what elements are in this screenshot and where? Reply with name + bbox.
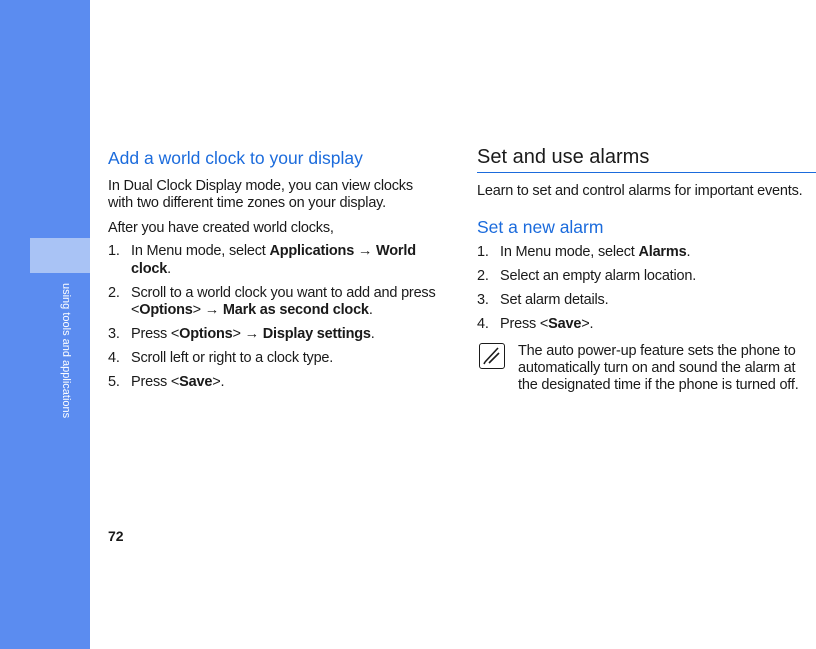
list-item: 1. In Menu mode, select Applications → World clock. bbox=[108, 243, 416, 277]
right-column bbox=[477, 146, 816, 394]
list-item: 4. Scroll left or right to a clock type. bbox=[108, 350, 334, 366]
list-item: 4. Press <Save>. bbox=[477, 316, 594, 332]
page-number: 72 bbox=[108, 528, 124, 544]
list-item: 5. Press <Save>. bbox=[108, 374, 225, 390]
alarms-title: Set and use alarms bbox=[477, 146, 816, 173]
alarms-intro: Learn to set and control alarms for important events. bbox=[477, 183, 803, 199]
note-box bbox=[477, 343, 816, 394]
list-item: 1. In Menu mode, select Alarms. bbox=[477, 244, 691, 260]
sidebar-tab bbox=[30, 238, 90, 273]
note-pencil-icon bbox=[479, 343, 505, 369]
list-item: 2. Select an empty alarm location. bbox=[477, 268, 697, 284]
section-label: using tools and applications bbox=[60, 283, 72, 419]
world-clock-heading: Add a world clock to your display bbox=[108, 148, 363, 168]
world-clock-steps bbox=[108, 243, 438, 392]
new-alarm-subheading: Set a new alarm bbox=[477, 217, 604, 237]
list-item: 3. Set alarm details. bbox=[477, 292, 609, 308]
alarm-steps bbox=[477, 244, 816, 334]
note-text: The auto power-up feature sets the phone to automatically turn on and sound the alarm at the designated time if the phone is turned off. bbox=[518, 342, 799, 393]
sidebar bbox=[0, 0, 90, 649]
list-item: 3. Press <Options> → Display settings. bbox=[108, 326, 375, 342]
list-item: 2. Scroll to a world clock you want to add and press <Options> → Mark as second clock. bbox=[108, 284, 436, 318]
world-clock-intro: In Dual Clock Display mode, you can view clocks with two different time zones on your display. bbox=[108, 178, 413, 211]
world-clock-after: After you have created world clocks, bbox=[108, 220, 334, 236]
left-column bbox=[108, 148, 438, 398]
